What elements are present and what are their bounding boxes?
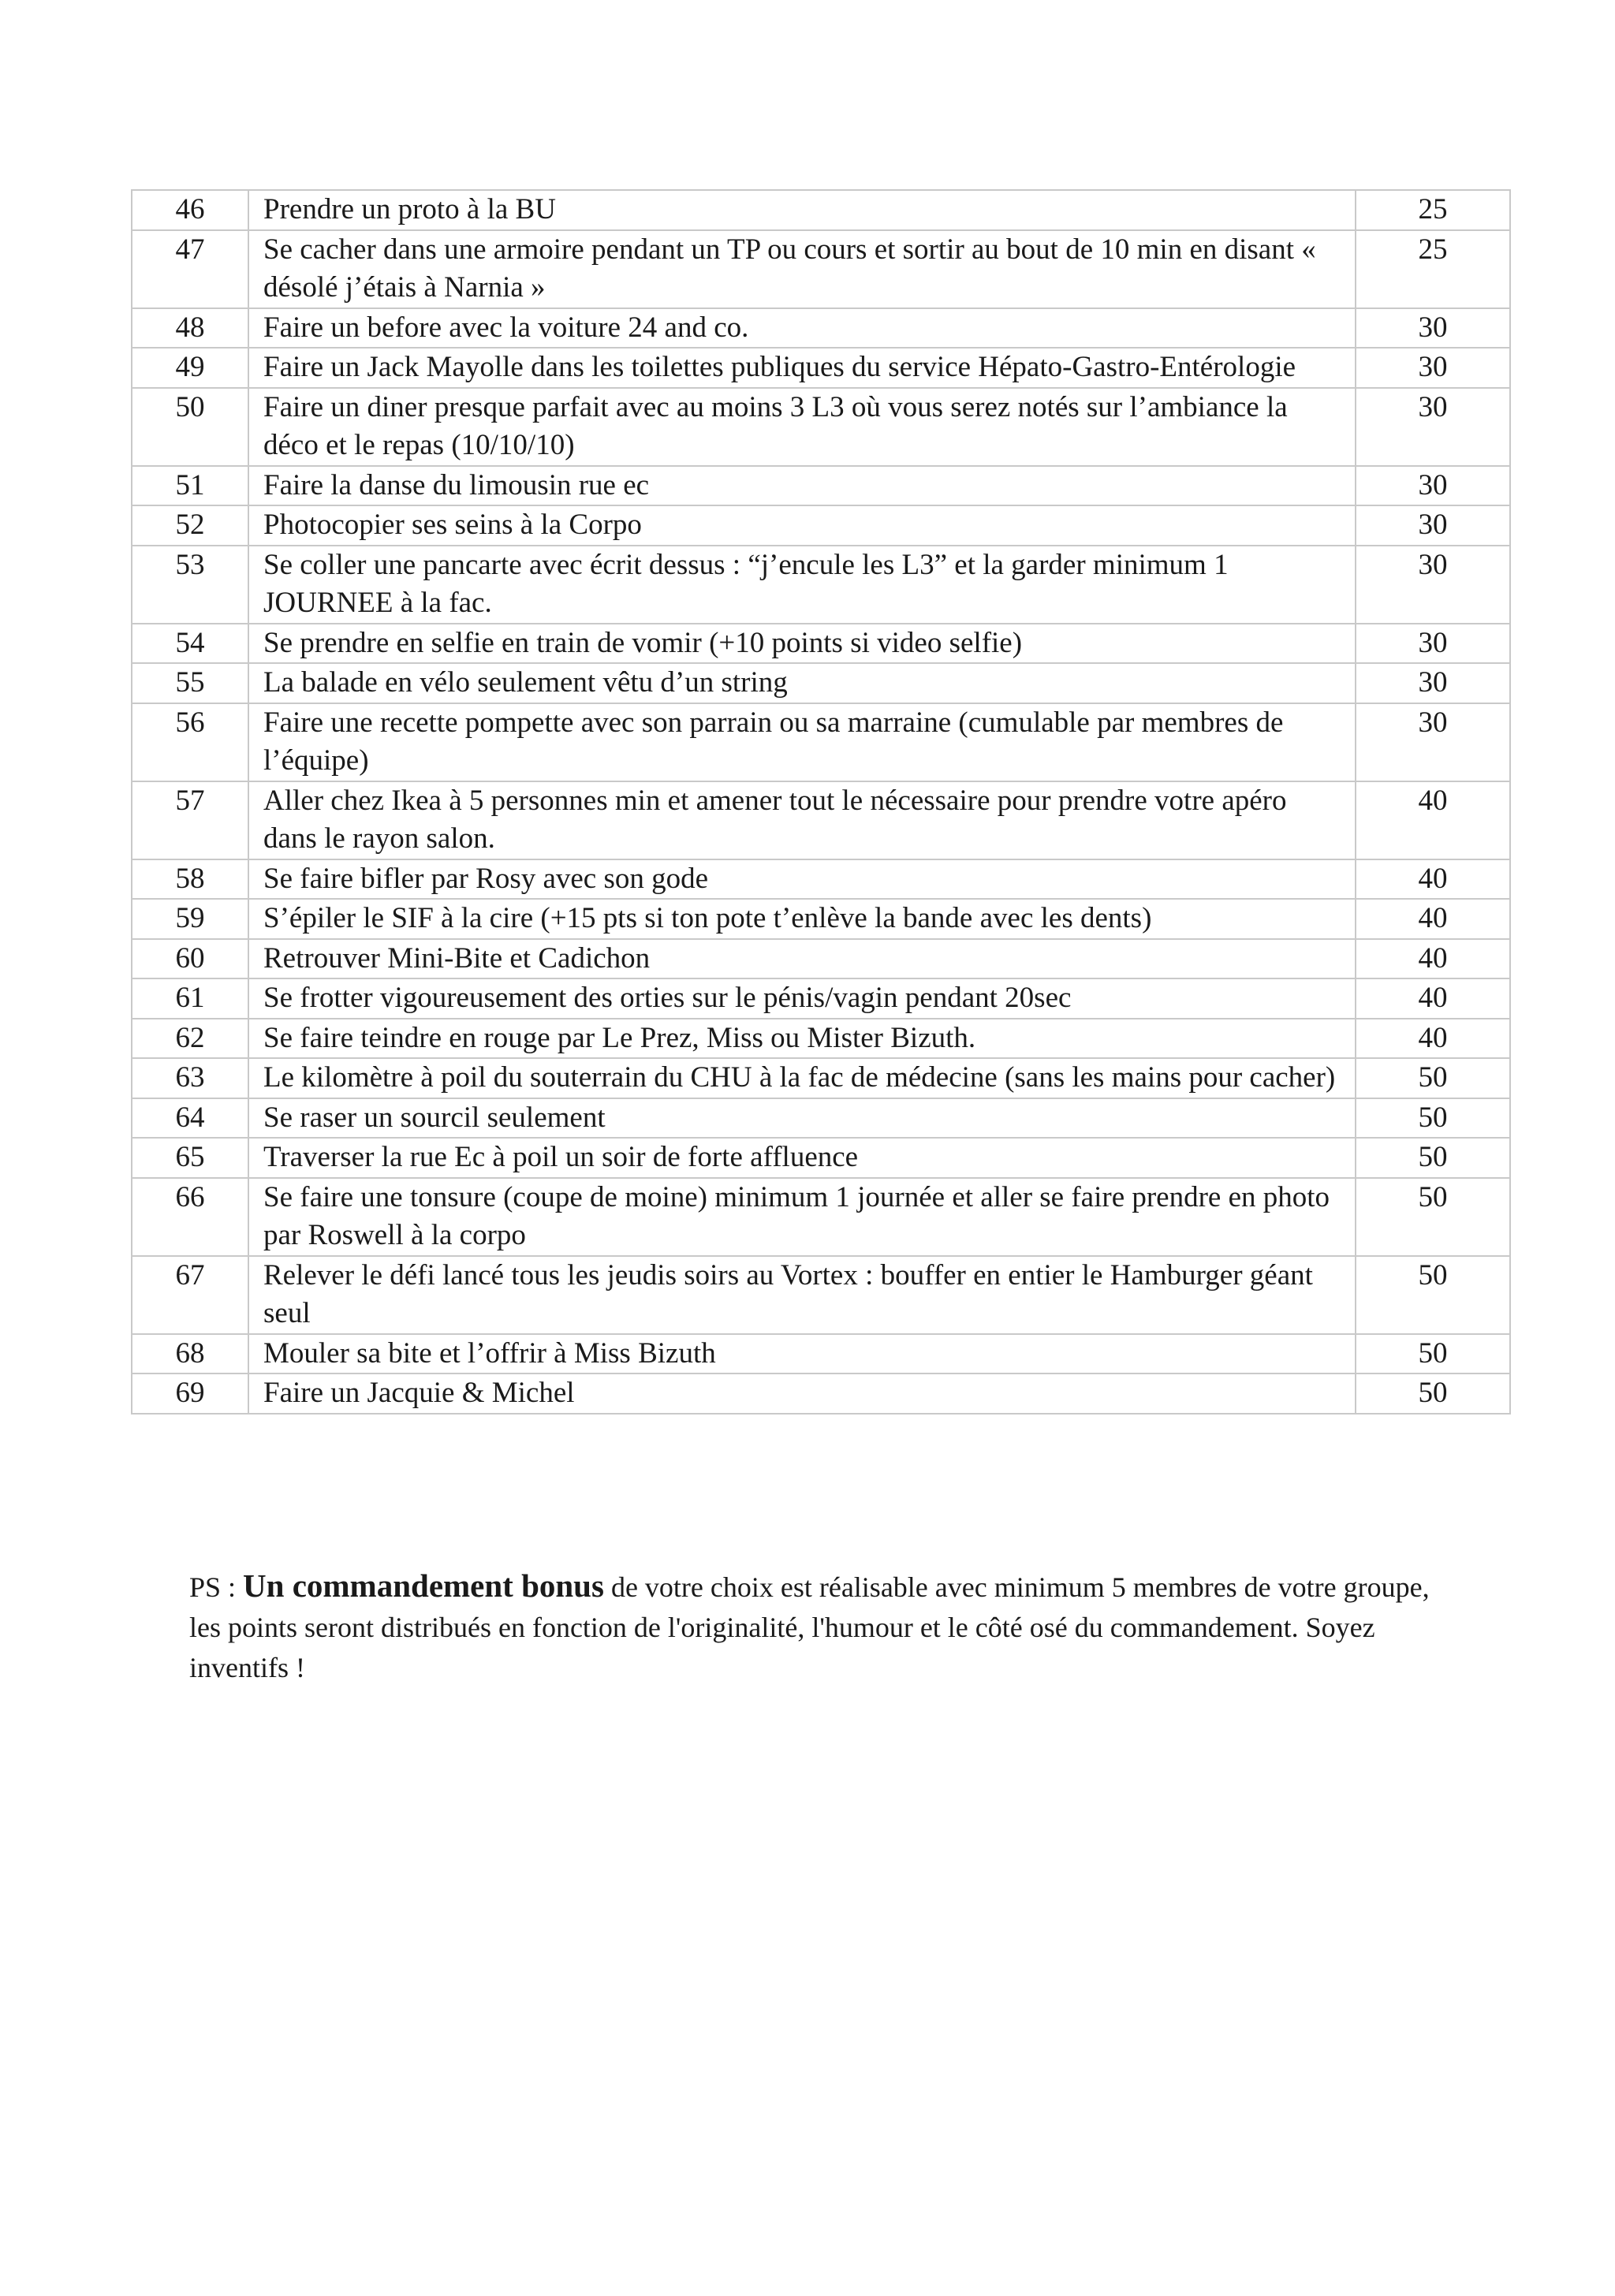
table-row xyxy=(132,190,1510,230)
note-prefix: PS : xyxy=(189,1571,244,1603)
row-description: S’épiler le SIF à la cire (+15 pts si ton pote t’enlève la bande avec les dents) xyxy=(248,899,1356,939)
row-number: 63 xyxy=(132,1058,248,1098)
row-number: 64 xyxy=(132,1098,248,1139)
row-description: Se faire bifler par Rosy avec son gode xyxy=(248,859,1356,900)
table-row xyxy=(132,1058,1510,1098)
row-number: 58 xyxy=(132,859,248,900)
row-points: 40 xyxy=(1356,939,1510,979)
table-row xyxy=(132,859,1510,900)
row-description: Faire un Jack Mayolle dans les toilettes publiques du service Hépato-Gastro-Entérologie xyxy=(248,348,1356,388)
row-points: 50 xyxy=(1356,1256,1510,1334)
row-number: 65 xyxy=(132,1138,248,1178)
row-points: 40 xyxy=(1356,899,1510,939)
row-points: 50 xyxy=(1356,1098,1510,1139)
row-description: Faire un Jacquie & Michel xyxy=(248,1374,1356,1414)
row-number: 48 xyxy=(132,308,248,348)
row-number: 55 xyxy=(132,663,248,703)
table-row xyxy=(132,1334,1510,1374)
row-points: 30 xyxy=(1356,466,1510,506)
row-description: Prendre un proto à la BU xyxy=(248,190,1356,230)
row-number: 66 xyxy=(132,1178,248,1256)
row-points: 50 xyxy=(1356,1334,1510,1374)
row-points: 50 xyxy=(1356,1058,1510,1098)
row-description: Mouler sa bite et l’offrir à Miss Bizuth xyxy=(248,1334,1356,1374)
row-description: Se prendre en selfie en train de vomir (+10 points si video selfie) xyxy=(248,624,1356,664)
row-points: 40 xyxy=(1356,781,1510,859)
row-points: 30 xyxy=(1356,546,1510,624)
table-row xyxy=(132,1178,1510,1256)
note-bold: Un commandement bonus xyxy=(243,1567,604,1604)
table-row xyxy=(132,703,1510,781)
row-points: 50 xyxy=(1356,1178,1510,1256)
row-points: 30 xyxy=(1356,703,1510,781)
row-number: 54 xyxy=(132,624,248,664)
table-row xyxy=(132,663,1510,703)
row-points: 40 xyxy=(1356,859,1510,900)
row-points: 25 xyxy=(1356,230,1510,308)
row-description: Se cacher dans une armoire pendant un TP ou cours et sortir au bout de 10 min en disant « désolé j’étais à Narnia » xyxy=(248,230,1356,308)
row-points: 40 xyxy=(1356,1019,1510,1059)
row-points: 30 xyxy=(1356,663,1510,703)
row-description: Se raser un sourcil seulement xyxy=(248,1098,1356,1139)
bonus-note xyxy=(189,1566,1451,1688)
table-row xyxy=(132,978,1510,1019)
row-number: 53 xyxy=(132,546,248,624)
row-description: Se coller une pancarte avec écrit dessus : “j’encule les L3” et la garder minimum 1 JOURNEE à la fac. xyxy=(248,546,1356,624)
row-points: 30 xyxy=(1356,308,1510,348)
row-number: 57 xyxy=(132,781,248,859)
row-number: 60 xyxy=(132,939,248,979)
row-description: Aller chez Ikea à 5 personnes min et amener tout le nécessaire pour prendre votre apéro dans le rayon salon. xyxy=(248,781,1356,859)
table-row xyxy=(132,1019,1510,1059)
row-description: Se faire teindre en rouge par Le Prez, Miss ou Mister Bizuth. xyxy=(248,1019,1356,1059)
row-points: 40 xyxy=(1356,978,1510,1019)
table-row xyxy=(132,546,1510,624)
row-points: 25 xyxy=(1356,190,1510,230)
table-row xyxy=(132,1256,1510,1334)
row-description: La balade en vélo seulement vêtu d’un string xyxy=(248,663,1356,703)
table-row xyxy=(132,308,1510,348)
row-number: 69 xyxy=(132,1374,248,1414)
row-number: 47 xyxy=(132,230,248,308)
row-points: 30 xyxy=(1356,388,1510,466)
table-row xyxy=(132,348,1510,388)
row-description: Se faire une tonsure (coupe de moine) minimum 1 journée et aller se faire prendre en photo par Roswell à la corpo xyxy=(248,1178,1356,1256)
table-row xyxy=(132,466,1510,506)
table-row xyxy=(132,1138,1510,1178)
note-text: de votre choix est réalisable avec minimum 5 membres de votre groupe, les points seront distribués en fonction de l'originalité, l'humour et le côté osé du commandement. Soyez inventifs ! xyxy=(189,1571,1430,1683)
row-description: Le kilomètre à poil du souterrain du CHU à la fac de médecine (sans les mains pour cacher) xyxy=(248,1058,1356,1098)
row-number: 50 xyxy=(132,388,248,466)
row-description: Retrouver Mini-Bite et Cadichon xyxy=(248,939,1356,979)
table-row xyxy=(132,781,1510,859)
row-number: 68 xyxy=(132,1334,248,1374)
table-row xyxy=(132,899,1510,939)
row-number: 52 xyxy=(132,505,248,546)
row-number: 61 xyxy=(132,978,248,1019)
table-row xyxy=(132,939,1510,979)
row-number: 46 xyxy=(132,190,248,230)
row-number: 62 xyxy=(132,1019,248,1059)
row-points: 30 xyxy=(1356,624,1510,664)
challenges-table xyxy=(131,189,1511,1414)
row-description: Relever le défi lancé tous les jeudis soirs au Vortex : bouffer en entier le Hamburger géant seul xyxy=(248,1256,1356,1334)
row-description: Faire un diner presque parfait avec au moins 3 L3 où vous serez notés sur l’ambiance la déco et le repas (10/10/10) xyxy=(248,388,1356,466)
row-points: 50 xyxy=(1356,1138,1510,1178)
table-row xyxy=(132,230,1510,308)
row-description: Photocopier ses seins à la Corpo xyxy=(248,505,1356,546)
row-number: 49 xyxy=(132,348,248,388)
row-description: Se frotter vigoureusement des orties sur le pénis/vagin pendant 20sec xyxy=(248,978,1356,1019)
table-row xyxy=(132,624,1510,664)
row-description: Faire la danse du limousin rue ec xyxy=(248,466,1356,506)
row-points: 30 xyxy=(1356,505,1510,546)
row-number: 51 xyxy=(132,466,248,506)
row-description: Faire un before avec la voiture 24 and co. xyxy=(248,308,1356,348)
row-description: Faire une recette pompette avec son parrain ou sa marraine (cumulable par membres de l’équipe) xyxy=(248,703,1356,781)
challenges-table-body xyxy=(132,190,1510,1414)
row-description: Traverser la rue Ec à poil un soir de forte affluence xyxy=(248,1138,1356,1178)
row-points: 50 xyxy=(1356,1374,1510,1414)
table-row xyxy=(132,388,1510,466)
row-number: 56 xyxy=(132,703,248,781)
row-number: 67 xyxy=(132,1256,248,1334)
row-points: 30 xyxy=(1356,348,1510,388)
table-row xyxy=(132,1098,1510,1139)
row-number: 59 xyxy=(132,899,248,939)
table-row xyxy=(132,505,1510,546)
table-row xyxy=(132,1374,1510,1414)
